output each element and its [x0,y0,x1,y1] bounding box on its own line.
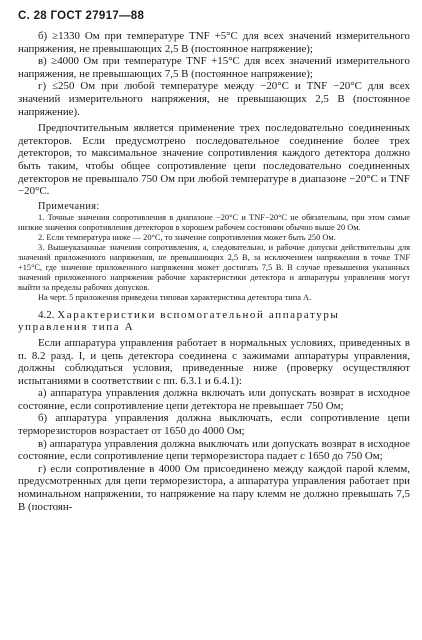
item-g: г) ≤250 Ом при любой температуре между −20°С и TNF −20°С для всех значений измерительного напряжения, не превышающих 2,5 В (постоянное напряжение). [18,80,410,118]
item-b: б) ≥1330 Ом при температуре TNF +5°С для всех значений измерительного напряжения, не превышающих 2,5 В (постоянное напряжение); [18,30,410,55]
condition-g: г) если сопротивление в 4000 Ом присоединено между каждой парой клемм, предусмотренных для цепи терморезистора, а аппаратура управления работает при номинальном напряжении, то напряжение на пару клемм не должно превышать 7,5 В (постоян- [18,462,410,513]
note-3: 3. Вышеуказанные значения сопротивления, а, следовательно, и рабочие допуски действительны для значений приложенного напряжения, не превышающих 2,5 В, за исключением напряжения в точке TNF +15°С, где значение приложенного напряжения может достигать 7,5 В. В случае превышения указанных значений приложенного напряжения рабочие характеристики детектора и аппаратуры управления могут выйти за пределы рабочих допусков. [18,242,410,292]
document-page [18,10,410,513]
section-title: Характеристики вспомогательной аппаратуры управления типа А [18,308,340,334]
condition-v: в) аппаратура управления должна выключать или допускать возврат в исходное состояние, если сопротивление цепи терморезистора падает с 1650 до 750 Ом; [18,437,410,463]
paragraph-conditions: Если аппаратура управления работает в нормальных условиях, приведенных в п. 8.2 разд. I, и цепь детектора соединена с зажимами аппаратуры управления, должны соблюдаться условия, приведенные ниже (проверку осуществляют испытаниями в соответствии с пп. 6.3.1 и 6.4.1): [18,336,410,387]
note-2: 2. Если температура ниже — 20°С, то значение сопротивления может быть 250 Ом. [38,232,336,242]
notes-title: Примечания: [38,200,100,212]
page-header: С. 28 ГОСТ 27917—88 [18,10,145,22]
note-figure-ref: На черт. 5 приложения приведена типовая характеристика детектора типа А. [38,292,312,302]
item-v: в) ≥4000 Ом при температуре TNF +15°С для всех значений измерительного напряжения, не превышающих 7,5 В (постоянное напряжение); [18,55,410,80]
section-number: 4.2. [38,308,55,321]
note-1: 1. Точные значения сопротивления в диапазоне −20°С и TNF−20°С не обязательны, при этом самые низкие значения сопротивления детекторов в хорошем рабочем состоянии обычно выше 20 Ом. [18,212,410,232]
paragraph-preferred: Предпочтительным является применение трех последовательно соединенных детекторов. Если предусмотрено последовательное соединение более трех детекторов, то максимальное значение сопротивления каждого детектора должно быть таким, чтобы общее сопротивление цепи последовательно соединенных детекторов не превышало 750 Ом при любой температуре в диапазоне −20°С и TNF −20°С. [18,122,410,198]
condition-b: б) аппаратура управления должна выключать, если сопротивление цепи терморезисторов возрастает от 1650 до 4000 Ом; [18,412,410,438]
condition-a: а) аппаратура управления должна включать или допускать возврат в исходное состояние, если сопротивление цепи детектора не превышает 750 Ом; [18,387,410,412]
section-heading [18,309,410,334]
